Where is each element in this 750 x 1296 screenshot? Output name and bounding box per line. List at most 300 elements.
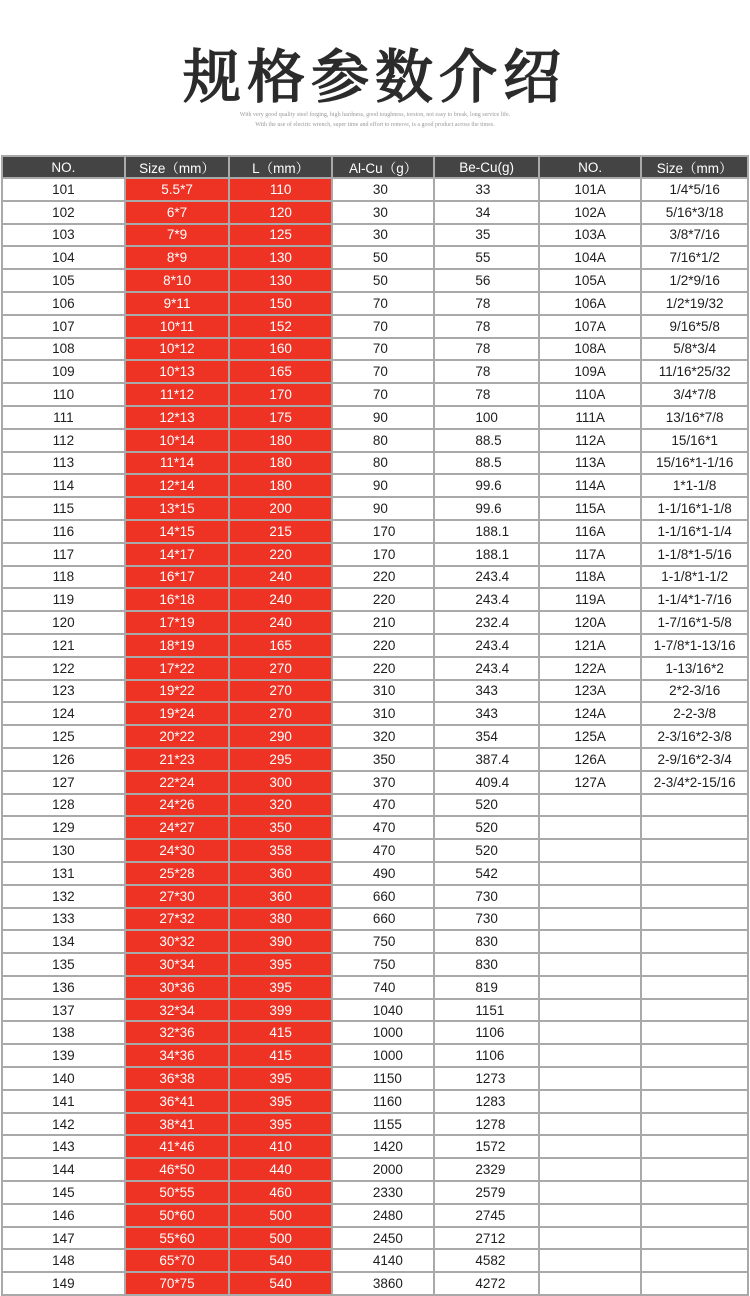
cell-length: 120 xyxy=(229,201,332,224)
cell-no: 129 xyxy=(2,816,125,839)
cell-al-cu-weight: 660 xyxy=(332,885,435,908)
cell-size-inch: 2-3/16*2-3/8 xyxy=(641,725,748,748)
cell-size-mm: 50*55 xyxy=(125,1181,230,1204)
cell-length: 399 xyxy=(229,999,332,1022)
cell-length: 410 xyxy=(229,1135,332,1158)
cell-be-cu-weight: 78 xyxy=(434,292,539,315)
cell-length: 440 xyxy=(229,1158,332,1181)
cell-no-inch: 104A xyxy=(539,246,642,269)
cell-be-cu-weight: 78 xyxy=(434,315,539,338)
cell-be-cu-weight: 99.6 xyxy=(434,474,539,497)
table-row xyxy=(2,1249,748,1272)
cell-be-cu-weight: 188.1 xyxy=(434,543,539,566)
cell-no: 133 xyxy=(2,908,125,931)
cell-no: 147 xyxy=(2,1227,125,1250)
cell-length: 295 xyxy=(229,748,332,771)
cell-al-cu-weight: 70 xyxy=(332,383,435,406)
cell-al-cu-weight: 3860 xyxy=(332,1272,435,1295)
cell-no: 141 xyxy=(2,1090,125,1113)
cell-no: 114 xyxy=(2,474,125,497)
cell-no: 117 xyxy=(2,543,125,566)
cell-no-inch: 103A xyxy=(539,224,642,247)
cell-length: 180 xyxy=(229,474,332,497)
cell-size-mm: 8*9 xyxy=(125,246,230,269)
cell-size-mm: 7*9 xyxy=(125,224,230,247)
table-row xyxy=(2,862,748,885)
cell-size-inch: 5/8*3/4 xyxy=(641,338,748,361)
table-row xyxy=(2,999,748,1022)
cell-al-cu-weight: 70 xyxy=(332,360,435,383)
cell-length: 395 xyxy=(229,976,332,999)
cell-al-cu-weight: 30 xyxy=(332,178,435,201)
cell-be-cu-weight: 354 xyxy=(434,725,539,748)
cell-size-mm: 14*17 xyxy=(125,543,230,566)
cell-size-inch xyxy=(641,1227,748,1250)
cell-no-inch: 118A xyxy=(539,566,642,589)
cell-al-cu-weight: 80 xyxy=(332,429,435,452)
cell-al-cu-weight: 470 xyxy=(332,816,435,839)
header-no: NO. xyxy=(2,156,125,178)
cell-size-mm: 17*19 xyxy=(125,611,230,634)
cell-size-inch xyxy=(641,1044,748,1067)
cell-be-cu-weight: 232.4 xyxy=(434,611,539,634)
cell-size-inch xyxy=(641,839,748,862)
cell-no: 102 xyxy=(2,201,125,224)
cell-size-inch: 15/16*1 xyxy=(641,429,748,452)
cell-be-cu-weight: 78 xyxy=(434,338,539,361)
cell-no: 126 xyxy=(2,748,125,771)
cell-size-mm: 13*15 xyxy=(125,497,230,520)
cell-size-mm: 36*41 xyxy=(125,1090,230,1113)
table-row xyxy=(2,953,748,976)
cell-al-cu-weight: 220 xyxy=(332,588,435,611)
cell-be-cu-weight: 520 xyxy=(434,816,539,839)
table-row xyxy=(2,292,748,315)
cell-size-mm: 27*32 xyxy=(125,908,230,931)
table-row xyxy=(2,383,748,406)
cell-size-inch xyxy=(641,794,748,817)
cell-no-inch: 125A xyxy=(539,725,642,748)
cell-be-cu-weight: 520 xyxy=(434,794,539,817)
cell-size-mm: 24*26 xyxy=(125,794,230,817)
table-header-row xyxy=(2,156,748,178)
cell-no-inch: 112A xyxy=(539,429,642,452)
cell-size-mm: 17*22 xyxy=(125,657,230,680)
cell-no-inch xyxy=(539,930,642,953)
subtitle-line-2: With the use of electric wrench, super time and effort to remove, is a good product across the times. xyxy=(255,122,495,128)
cell-size-mm: 30*32 xyxy=(125,930,230,953)
cell-length: 175 xyxy=(229,406,332,429)
cell-size-mm: 41*46 xyxy=(125,1135,230,1158)
cell-size-inch: 1-7/8*1-13/16 xyxy=(641,634,748,657)
cell-be-cu-weight: 1273 xyxy=(434,1067,539,1090)
cell-al-cu-weight: 50 xyxy=(332,246,435,269)
table-row xyxy=(2,680,748,703)
cell-be-cu-weight: 35 xyxy=(434,224,539,247)
cell-size-inch xyxy=(641,976,748,999)
cell-length: 358 xyxy=(229,839,332,862)
table-row xyxy=(2,269,748,292)
cell-length: 240 xyxy=(229,611,332,634)
cell-no-inch: 105A xyxy=(539,269,642,292)
cell-length: 460 xyxy=(229,1181,332,1204)
cell-al-cu-weight: 220 xyxy=(332,634,435,657)
table-row xyxy=(2,1227,748,1250)
spec-table-container xyxy=(0,155,750,1292)
cell-size-mm: 24*27 xyxy=(125,816,230,839)
cell-size-mm: 38*41 xyxy=(125,1113,230,1136)
cell-no: 143 xyxy=(2,1135,125,1158)
cell-be-cu-weight: 819 xyxy=(434,976,539,999)
cell-size-mm: 22*24 xyxy=(125,771,230,794)
cell-al-cu-weight: 740 xyxy=(332,976,435,999)
cell-size-mm: 5.5*7 xyxy=(125,178,230,201)
cell-be-cu-weight: 2712 xyxy=(434,1227,539,1250)
cell-length: 130 xyxy=(229,246,332,269)
table-row xyxy=(2,201,748,224)
cell-size-inch: 2*2-3/16 xyxy=(641,680,748,703)
cell-be-cu-weight: 343 xyxy=(434,680,539,703)
table-row xyxy=(2,566,748,589)
cell-size-mm: 18*19 xyxy=(125,634,230,657)
header-size: Size（mm） xyxy=(125,156,230,178)
cell-al-cu-weight: 1000 xyxy=(332,1044,435,1067)
cell-be-cu-weight: 520 xyxy=(434,839,539,862)
cell-length: 152 xyxy=(229,315,332,338)
cell-al-cu-weight: 660 xyxy=(332,908,435,931)
cell-size-mm: 10*14 xyxy=(125,429,230,452)
cell-length: 320 xyxy=(229,794,332,817)
cell-length: 150 xyxy=(229,292,332,315)
cell-length: 160 xyxy=(229,338,332,361)
cell-no: 144 xyxy=(2,1158,125,1181)
cell-no: 137 xyxy=(2,999,125,1022)
cell-al-cu-weight: 90 xyxy=(332,474,435,497)
cell-size-inch: 9/16*5/8 xyxy=(641,315,748,338)
cell-al-cu-weight: 70 xyxy=(332,292,435,315)
cell-length: 110 xyxy=(229,178,332,201)
cell-length: 215 xyxy=(229,520,332,543)
cell-length: 270 xyxy=(229,657,332,680)
cell-no-inch: 109A xyxy=(539,360,642,383)
cell-al-cu-weight: 470 xyxy=(332,839,435,862)
cell-no-inch xyxy=(539,1249,642,1272)
cell-length: 240 xyxy=(229,566,332,589)
cell-be-cu-weight: 2579 xyxy=(434,1181,539,1204)
cell-al-cu-weight: 220 xyxy=(332,566,435,589)
cell-no-inch: 107A xyxy=(539,315,642,338)
cell-size-mm: 27*30 xyxy=(125,885,230,908)
cell-no: 111 xyxy=(2,406,125,429)
cell-no: 118 xyxy=(2,566,125,589)
cell-be-cu-weight: 542 xyxy=(434,862,539,885)
cell-size-inch xyxy=(641,1272,748,1295)
cell-size-mm: 12*14 xyxy=(125,474,230,497)
cell-no: 145 xyxy=(2,1181,125,1204)
table-row xyxy=(2,1158,748,1181)
cell-al-cu-weight: 310 xyxy=(332,680,435,703)
cell-size-inch: 5/16*3/18 xyxy=(641,201,748,224)
cell-size-mm: 9*11 xyxy=(125,292,230,315)
table-row xyxy=(2,497,748,520)
cell-no-inch: 108A xyxy=(539,338,642,361)
cell-no-inch: 115A xyxy=(539,497,642,520)
cell-no-inch: 123A xyxy=(539,680,642,703)
cell-al-cu-weight: 220 xyxy=(332,657,435,680)
cell-al-cu-weight: 2450 xyxy=(332,1227,435,1250)
cell-al-cu-weight: 70 xyxy=(332,338,435,361)
cell-size-mm: 11*12 xyxy=(125,383,230,406)
cell-size-inch xyxy=(641,930,748,953)
cell-no-inch: 116A xyxy=(539,520,642,543)
table-row xyxy=(2,748,748,771)
table-row xyxy=(2,588,748,611)
cell-no-inch: 113A xyxy=(539,452,642,475)
cell-be-cu-weight: 78 xyxy=(434,383,539,406)
cell-al-cu-weight: 170 xyxy=(332,520,435,543)
cell-no: 116 xyxy=(2,520,125,543)
cell-size-mm: 16*17 xyxy=(125,566,230,589)
cell-size-mm: 19*22 xyxy=(125,680,230,703)
table-row xyxy=(2,520,748,543)
table-row xyxy=(2,1204,748,1227)
cell-be-cu-weight: 1106 xyxy=(434,1021,539,1044)
table-row xyxy=(2,178,748,201)
header-size-inch: Size（mm） xyxy=(641,156,748,178)
cell-be-cu-weight: 243.4 xyxy=(434,634,539,657)
cell-no: 134 xyxy=(2,930,125,953)
cell-no-inch xyxy=(539,885,642,908)
cell-no: 146 xyxy=(2,1204,125,1227)
cell-length: 540 xyxy=(229,1272,332,1295)
cell-size-mm: 34*36 xyxy=(125,1044,230,1067)
cell-no: 136 xyxy=(2,976,125,999)
cell-size-inch xyxy=(641,1021,748,1044)
cell-size-inch: 1-1/4*1-7/16 xyxy=(641,588,748,611)
table-row xyxy=(2,1021,748,1044)
cell-al-cu-weight: 1150 xyxy=(332,1067,435,1090)
cell-length: 180 xyxy=(229,452,332,475)
cell-size-inch: 1-1/8*1-5/16 xyxy=(641,543,748,566)
cell-size-inch: 13/16*7/8 xyxy=(641,406,748,429)
cell-no: 142 xyxy=(2,1113,125,1136)
cell-size-inch xyxy=(641,1067,748,1090)
cell-no: 125 xyxy=(2,725,125,748)
cell-no: 119 xyxy=(2,588,125,611)
cell-al-cu-weight: 490 xyxy=(332,862,435,885)
cell-be-cu-weight: 2329 xyxy=(434,1158,539,1181)
cell-al-cu-weight: 370 xyxy=(332,771,435,794)
cell-be-cu-weight: 243.4 xyxy=(434,657,539,680)
cell-size-mm: 11*14 xyxy=(125,452,230,475)
cell-size-inch xyxy=(641,1135,748,1158)
cell-no: 132 xyxy=(2,885,125,908)
cell-no-inch: 106A xyxy=(539,292,642,315)
cell-size-mm: 32*36 xyxy=(125,1021,230,1044)
cell-length: 290 xyxy=(229,725,332,748)
cell-be-cu-weight: 1278 xyxy=(434,1113,539,1136)
cell-size-inch: 1/2*9/16 xyxy=(641,269,748,292)
cell-al-cu-weight: 310 xyxy=(332,702,435,725)
cell-be-cu-weight: 188.1 xyxy=(434,520,539,543)
cell-length: 390 xyxy=(229,930,332,953)
cell-be-cu-weight: 99.6 xyxy=(434,497,539,520)
cell-no-inch xyxy=(539,862,642,885)
cell-length: 200 xyxy=(229,497,332,520)
cell-size-inch xyxy=(641,908,748,931)
cell-no: 123 xyxy=(2,680,125,703)
table-body xyxy=(2,178,748,1295)
cell-length: 415 xyxy=(229,1044,332,1067)
cell-no-inch xyxy=(539,1044,642,1067)
subtitle-line-1: With very good quality steel forging, high hardness, good toughness, torsion, not easy to break, long service life. xyxy=(239,112,511,118)
cell-be-cu-weight: 830 xyxy=(434,953,539,976)
cell-al-cu-weight: 470 xyxy=(332,794,435,817)
cell-no: 128 xyxy=(2,794,125,817)
cell-size-inch: 3/8*7/16 xyxy=(641,224,748,247)
cell-length: 380 xyxy=(229,908,332,931)
cell-no: 149 xyxy=(2,1272,125,1295)
cell-be-cu-weight: 343 xyxy=(434,702,539,725)
cell-length: 360 xyxy=(229,862,332,885)
cell-no-inch: 117A xyxy=(539,543,642,566)
cell-size-mm: 30*36 xyxy=(125,976,230,999)
cell-length: 350 xyxy=(229,816,332,839)
cell-no-inch xyxy=(539,839,642,862)
cell-be-cu-weight: 409.4 xyxy=(434,771,539,794)
cell-no: 122 xyxy=(2,657,125,680)
cell-length: 395 xyxy=(229,1113,332,1136)
cell-size-inch: 1-13/16*2 xyxy=(641,657,748,680)
cell-no: 105 xyxy=(2,269,125,292)
cell-no-inch xyxy=(539,1227,642,1250)
cell-no-inch xyxy=(539,816,642,839)
cell-no-inch xyxy=(539,953,642,976)
page-header xyxy=(0,0,750,155)
page-title: 规格参数介绍 xyxy=(182,43,567,111)
cell-al-cu-weight: 80 xyxy=(332,452,435,475)
cell-no: 110 xyxy=(2,383,125,406)
cell-length: 300 xyxy=(229,771,332,794)
cell-size-inch xyxy=(641,1181,748,1204)
table-row xyxy=(2,1181,748,1204)
cell-size-mm: 65*70 xyxy=(125,1249,230,1272)
cell-al-cu-weight: 1160 xyxy=(332,1090,435,1113)
cell-size-inch: 11/16*25/32 xyxy=(641,360,748,383)
cell-no-inch xyxy=(539,976,642,999)
cell-al-cu-weight: 90 xyxy=(332,406,435,429)
cell-length: 220 xyxy=(229,543,332,566)
cell-size-mm: 21*23 xyxy=(125,748,230,771)
cell-no-inch: 120A xyxy=(539,611,642,634)
cell-size-inch xyxy=(641,999,748,1022)
cell-no-inch: 124A xyxy=(539,702,642,725)
cell-no-inch: 121A xyxy=(539,634,642,657)
cell-be-cu-weight: 2745 xyxy=(434,1204,539,1227)
cell-size-mm: 46*50 xyxy=(125,1158,230,1181)
cell-size-inch xyxy=(641,1090,748,1113)
cell-no-inch: 102A xyxy=(539,201,642,224)
cell-al-cu-weight: 2330 xyxy=(332,1181,435,1204)
cell-size-mm: 30*34 xyxy=(125,953,230,976)
cell-size-inch: 1-1/16*1-1/4 xyxy=(641,520,748,543)
cell-no-inch xyxy=(539,1204,642,1227)
cell-size-inch xyxy=(641,1249,748,1272)
cell-length: 125 xyxy=(229,224,332,247)
cell-no-inch: 122A xyxy=(539,657,642,680)
cell-size-mm: 10*13 xyxy=(125,360,230,383)
cell-size-mm: 12*13 xyxy=(125,406,230,429)
table-row xyxy=(2,1272,748,1295)
table-row xyxy=(2,338,748,361)
cell-no: 139 xyxy=(2,1044,125,1067)
cell-size-mm: 6*7 xyxy=(125,201,230,224)
cell-no-inch: 114A xyxy=(539,474,642,497)
cell-size-inch: 7/16*1/2 xyxy=(641,246,748,269)
table-row xyxy=(2,1067,748,1090)
cell-size-mm: 14*15 xyxy=(125,520,230,543)
cell-al-cu-weight: 750 xyxy=(332,930,435,953)
cell-no: 124 xyxy=(2,702,125,725)
table-row xyxy=(2,657,748,680)
cell-be-cu-weight: 4272 xyxy=(434,1272,539,1295)
cell-al-cu-weight: 2480 xyxy=(332,1204,435,1227)
cell-be-cu-weight: 830 xyxy=(434,930,539,953)
cell-no-inch xyxy=(539,1021,642,1044)
cell-no: 138 xyxy=(2,1021,125,1044)
cell-no: 103 xyxy=(2,224,125,247)
cell-size-mm: 19*24 xyxy=(125,702,230,725)
cell-al-cu-weight: 1000 xyxy=(332,1021,435,1044)
cell-no: 109 xyxy=(2,360,125,383)
cell-length: 395 xyxy=(229,953,332,976)
table-row xyxy=(2,908,748,931)
header-al-cu: Al-Cu（g） xyxy=(332,156,435,178)
table-row xyxy=(2,1113,748,1136)
cell-no: 115 xyxy=(2,497,125,520)
cell-no-inch xyxy=(539,794,642,817)
cell-al-cu-weight: 350 xyxy=(332,748,435,771)
cell-length: 270 xyxy=(229,680,332,703)
table-row xyxy=(2,429,748,452)
cell-size-mm: 24*30 xyxy=(125,839,230,862)
cell-al-cu-weight: 70 xyxy=(332,315,435,338)
cell-be-cu-weight: 33 xyxy=(434,178,539,201)
cell-be-cu-weight: 88.5 xyxy=(434,452,539,475)
table-row xyxy=(2,224,748,247)
cell-no: 148 xyxy=(2,1249,125,1272)
table-row xyxy=(2,406,748,429)
cell-no-inch: 111A xyxy=(539,406,642,429)
cell-no: 121 xyxy=(2,634,125,657)
table-row xyxy=(2,315,748,338)
table-row xyxy=(2,725,748,748)
cell-be-cu-weight: 78 xyxy=(434,360,539,383)
cell-no: 120 xyxy=(2,611,125,634)
cell-no: 131 xyxy=(2,862,125,885)
cell-be-cu-weight: 1151 xyxy=(434,999,539,1022)
cell-no-inch xyxy=(539,1181,642,1204)
cell-be-cu-weight: 100 xyxy=(434,406,539,429)
table-row xyxy=(2,1090,748,1113)
cell-al-cu-weight: 90 xyxy=(332,497,435,520)
cell-length: 165 xyxy=(229,634,332,657)
cell-length: 240 xyxy=(229,588,332,611)
table-row xyxy=(2,474,748,497)
table-row xyxy=(2,634,748,657)
cell-size-mm: 50*60 xyxy=(125,1204,230,1227)
cell-no: 135 xyxy=(2,953,125,976)
